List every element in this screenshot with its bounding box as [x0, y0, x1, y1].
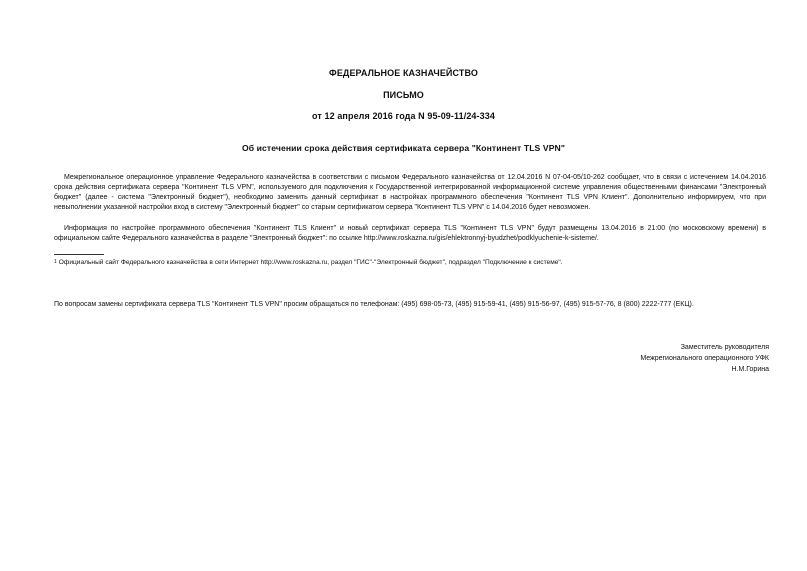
body-paragraph-1: Межрегиональное операционное управление Федерального казначейства в соответствии с письмом Федерального казначейства от 12.04.2016 N 07-04-05/10-262 сообщает, что в связи с истечением 14.04.2016 срока действия сертификата сервера "Континент TLS VPN", используемого для подключения к Государственной интегрированной информационной системе управления общественными финансами "Электронный бюджет" (далее - система "Электронный бюджет"), необходимо заменить данный сертификат в настройках программного обеспечения "Континент TLS VPN Клиент". Дополнительно информируем, что при невыполнении указанной настройки вход в систему "Электронный бюджет" со старым сертификатом сервера "Континент TLS VPN" с 14.04.2016 будет невозможен. [54, 174, 766, 211]
contacts-paragraph: По вопросам замены сертификата сервера TLS "Континент TLS VPN" просим обращаться по телефонам: (495) 698-05-73, (495) 915-59-41, (495) 915-56-97, (495) 915-57-76, 8 (800) 2222-777 (ЕКЦ). [54, 301, 694, 308]
date-number-heading: от 12 апреля 2016 года N 95-09-11/24-334 [312, 111, 495, 121]
signature-position: Заместитель руководителя [680, 344, 769, 351]
footnote-text: Официальный сайт Федерального казначейства в сети Интернет http://www.roskazna.ru, раздел "ГИС"-"Электронный бюджет", подраздел "Подключение к системе". [58, 259, 563, 266]
signature-name: Н.М.Горина [731, 366, 769, 373]
footnote [54, 258, 766, 267]
footnote-divider [54, 254, 104, 255]
signature-block [640, 342, 769, 375]
body-paragraph-2: Информация по настройке программного обеспечения "Континент TLS Клиент" и новый сертификат сервера TLS "Континент TLS VPN" будут размещены 13.04.2016 в 21:00 (по московскому времени) в официальном сайте Федерального казначейства в разделе "Электронный бюджет": по ссылке http://www.roskazna.ru/gis/ehlektronnyj-byudzhet/podklyuchenie-k-sisteme/. [54, 225, 766, 242]
signature-department: Межрегионального операционного УФК [640, 355, 769, 362]
document-type-heading: ПИСЬМО [383, 90, 424, 100]
subject-heading: Об истечении срока действия сертификата сервера "Континент TLS VPN" [241, 143, 566, 153]
organization-heading: ФЕДЕРАЛЬНОЕ КАЗНАЧЕЙСТВО [329, 68, 478, 78]
footnote-marker: 1 [54, 259, 57, 265]
